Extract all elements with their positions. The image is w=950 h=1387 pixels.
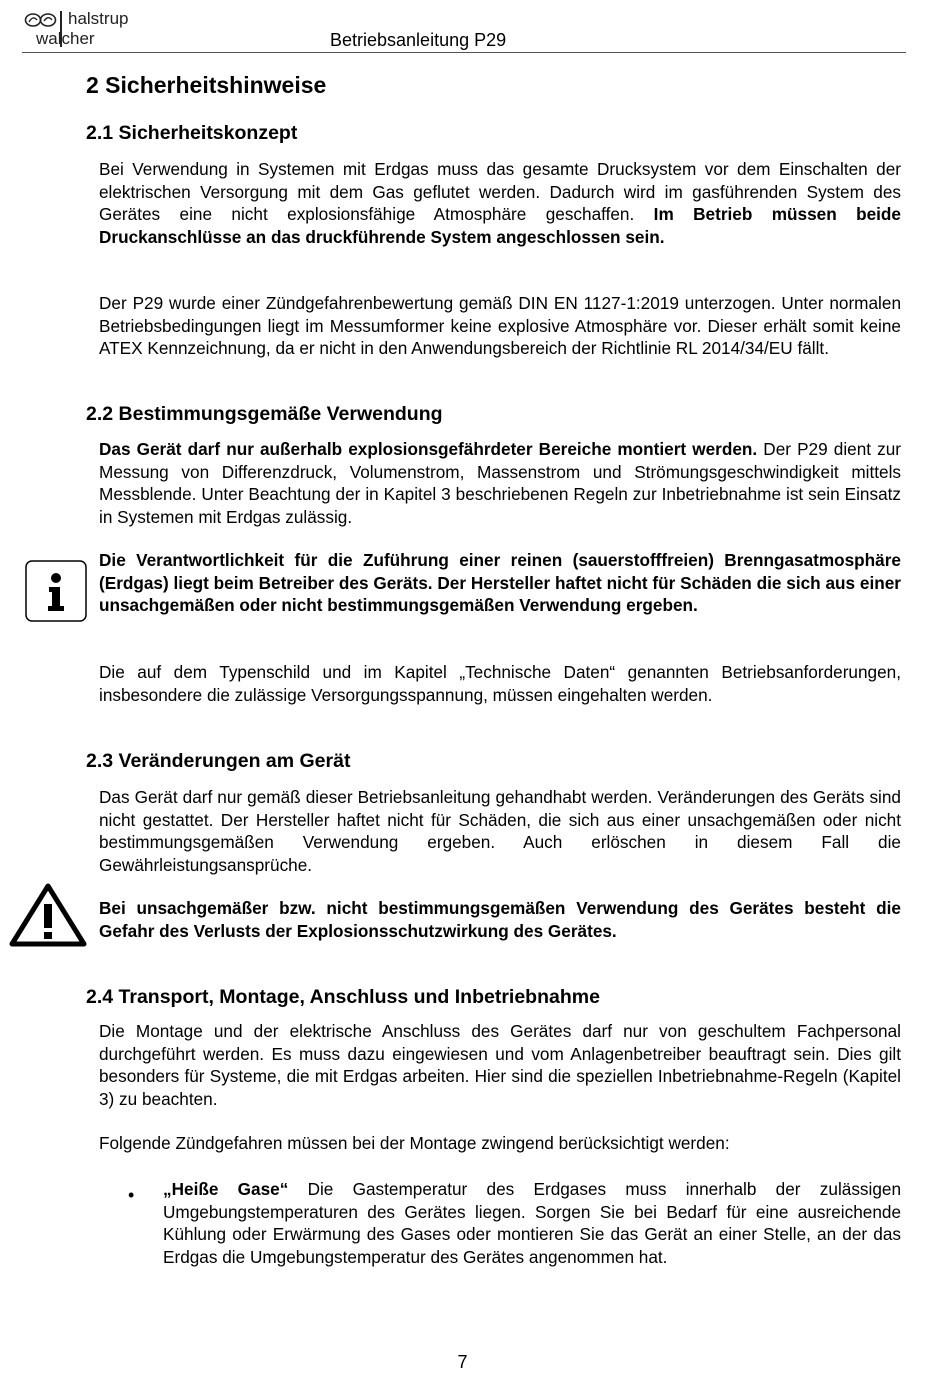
bullet-icon: • (128, 1185, 135, 1205)
section-2-1-paragraph-2: Der P29 wurde einer Zündgefahrenbewertung gemäß DIN EN 1127-1:2019 unterzogen. Unter normalen Betriebsbedingungen liegt im Messumformer keine explosive Atmosphäre vor. Dieser erhält somit keine ATEX Kennzeichnung, da er nicht in den Anwendungsbereich der Richtlinie RL 2014/34/EU fällt. (99, 293, 901, 358)
section-heading-2-4: 2.4 Transport, Montage, Anschluss und Inbetriebnahme (86, 986, 600, 1008)
section-2-2-paragraph (99, 438, 901, 528)
info-notice-text: Die Verantwortlichkeit für die Zuführung einer reinen (sauerstofffreien) Brenngasatmosphäre (Erdgas) liegt beim Betreiber des Geräts. Der Hersteller haftet nicht für Schäden die sich aus einer unsachgemäßen oder nicht bestimmungsgemäßen Verwendung ergeben. (99, 550, 901, 615)
info-icon (25, 560, 87, 622)
bullet-body: Die Gastemperatur des Erdgases muss innerhalb der zulässigen Umgebungstemperaturen des Gerätes liegen. Sorgen Sie bei Bedarf für eine ausreichende Kühlung oder Erwärmung des Gases oder montieren Sie das Gerät an einer Stelle, an der das Erdgas die Umgebungstemperatur des Gerätes angenommen hat. (163, 1179, 902, 1267)
section-heading-2-2: 2.2 Bestimmungsgemäße Verwendung (86, 403, 443, 425)
section-2-2-paragraph-2: Die auf dem Typenschild und im Kapitel „Technische Daten“ genannten Betriebsanforderungen, insbesondere die zulässige Versorgungsspannung, müssen eingehalten werden. (99, 662, 901, 705)
section-heading-2-1: 2.1 Sicherheitskonzept (86, 122, 298, 144)
section-2-1-text: Bei Verwendung in Systemen mit Erdgas muss das gesamte Drucksystem vor dem Einschalten der elektrischen Versorgung mit dem Gas geflutet werden. Dadurch wird im gasführenden System des Gerätes eine nicht explosionsfähige Atmosphäre geschaffen. (99, 159, 901, 224)
section-2-4-paragraph: Die Montage und der elektrische Anschluss des Gerätes darf nur von geschultem Fachpersonal durchgeführt werden. Es muss dazu eingewiesen und vom Anlagenbetreiber beauftragt sein. Dies gilt besonders für Systeme, die mit Erdgas arbeiten. Hier sind die speziellen Inbetriebnahme-Regeln (Kapitel 3) zu beachten. (99, 1021, 901, 1109)
header-divider (22, 52, 906, 53)
chapter-title: 2 Sicherheitshinweise (86, 72, 327, 98)
section-2-4-paragraph-2: Folgende Zündgefahren müssen bei der Montage zwingend berücksichtigt werden: (99, 1133, 730, 1153)
section-2-3-paragraph: Das Gerät darf nur gemäß dieser Betriebsanleitung gehandhabt werden. Veränderungen des Geräts sind nicht gestattet. Der Hersteller haftet nicht für Schäden, die sich aus einer unsachgemäßen oder nicht bestimmungsgemäßen Verwendung ergeben. Auch erlöschen in diesem Fall die Gewährleistungsansprüche. (99, 787, 901, 875)
section-2-1-bold-note: Im Betrieb müssen beide Druckanschlüsse an das druckführende System angeschlossen sein. (99, 204, 901, 247)
bullet-title: „Heiße Gase“ (163, 1179, 289, 1199)
section-2-2-bold-lead: Das Gerät darf nur außerhalb explosionsgefährdeter Bereiche montiert werden. (99, 439, 758, 459)
logo-text-line1: halstrup (68, 9, 129, 28)
list-item (163, 1178, 901, 1268)
warning-triangle-icon (9, 882, 87, 948)
halstrup-walcher-logo-icon (24, 12, 58, 28)
section-heading-2-3: 2.3 Veränderungen am Gerät (86, 750, 351, 772)
page-header (22, 8, 906, 54)
document-title: Betriebsanleitung P29 (330, 30, 507, 50)
warning-notice-text: Bei unsachgemäßer bzw. nicht bestimmungsgemäßen Verwendung des Gerätes besteht die Gefahr des Verlusts der Explosionsschutzwirkung des Gerätes. (99, 898, 901, 941)
section-2-2-text: Der P29 dient zur Messung von Differenzdruck, Volumenstrom, Massenstrom und Strömungsgeschwindigkeit mittels Messblende. Unter Beachtung der in Kapitel 3 beschriebenen Regeln zur Inbetriebnahme ist sein Einsatz in Systemen mit Erdgas zulässig. (99, 439, 902, 527)
page-number: 7 (457, 1352, 468, 1372)
logo-text-line2: walcher (36, 29, 95, 48)
section-2-1-paragraph (99, 158, 901, 248)
company-logo (22, 8, 162, 50)
